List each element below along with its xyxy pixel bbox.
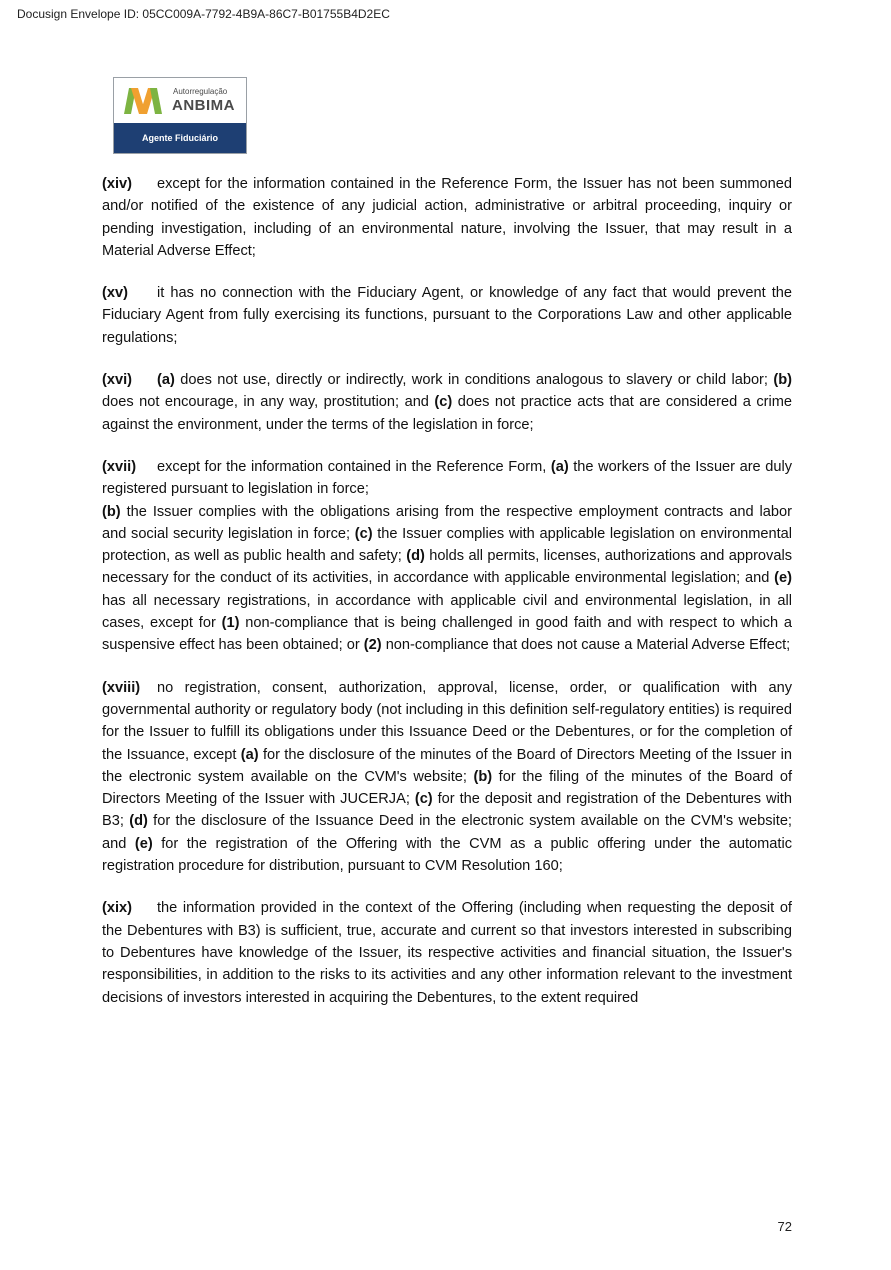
clause-text: for the filing of the minutes of the Board of Directors Meeting of the Issuer with JUCERJA;: [102, 768, 793, 808]
sub-item-a: (a): [157, 372, 175, 389]
sub-item-a: (a): [550, 458, 569, 475]
document-body: [102, 173, 792, 1029]
clause-text: does not use, directly or indirectly, work in conditions analogous to slavery or child labor;: [174, 372, 774, 389]
clause-text: it has no connection with the Fiduciary Agent, or knowledge of any fact that would prevent the Fiduciary Agent from fully exercising its functions, pursuant to the Corporations Law and other applicable regulations;: [102, 285, 792, 346]
clause-xvii-part1: [102, 456, 792, 501]
clause-text: except for the information contained in the Reference Form, the Issuer has not been summoned and/or notified of the existence of any judicial action, administrative or arbitral proceeding, inquiry or pending investigation, including of an environmental nature, involving the Issuer, that may result in a Material Adverse Effect;: [102, 176, 792, 259]
page-number: 72: [777, 1219, 792, 1234]
sub-item-c: (c): [434, 394, 453, 411]
clause-text: the information provided in the context of the Offering (including when requesting the deposit of the Debentures with B3) is sufficient, true, accurate and current so that investors interested in subscribing to Debentures have knowledge of the Issuer, its respective activities and financial situation, the Issuer's responsibilities, in addition to the risks to its activities and any other information relevant to the investment decisions of investors interested in acquiring the Debentures, to the extent required: [102, 900, 792, 1006]
clause-text: for the disclosure of the minutes of the Board of Directors Meeting of the Issuer in the electronic system available on the CVM's website;: [102, 746, 792, 785]
sub-item-e: (e): [134, 835, 153, 852]
clause-number: (xviii): [102, 679, 141, 696]
clause-text: does not encourage, in any way, prostitution; and: [102, 394, 435, 411]
anbima-logo: [113, 77, 247, 154]
clause-xiv: [102, 173, 792, 262]
clause-text: except for the information contained in the Reference Form,: [157, 458, 551, 475]
clause-text: holds all permits, licenses, authorizations and approvals necessary for the conduct of its activities, in accordance with applicable environmental legislation; and: [102, 548, 792, 587]
clause-number: (xix): [102, 900, 133, 917]
clause-text: has all necessary registrations, in accordance with applicable civil and environmental legislation, in all cases, except for: [102, 592, 792, 632]
clause-text: for the disclosure of the Issuance Deed in the electronic system available on the CVM's website; and: [102, 813, 792, 852]
clause-xix: [102, 897, 792, 1008]
clause-text: does not practice acts that are considered a crime against the environment, under the terms of the legislation in force;: [102, 394, 793, 433]
sub-item-b: (b): [473, 768, 493, 785]
sub-item-2: (2): [363, 637, 382, 654]
logo-anbima: ANBIMA: [172, 97, 235, 114]
anbima-logo-top: [114, 78, 246, 124]
clause-xvi: [102, 369, 792, 436]
sub-item-c: (c): [414, 791, 433, 808]
clause-text: the Issuer complies with applicable legislation on environmental protection, as well as public health and safety;: [102, 525, 792, 565]
clause-number: (xiv): [102, 176, 133, 192]
clause-text: no registration, consent, authorization, approval, license, order, or qualification with any governmental authority or regulatory body (not including in this definition self-regulatory entities) is required for the Issuer to fulfill its obligations under this Issuance Deed or the Debentures, or for the completion of the Issuance, except: [102, 679, 792, 763]
clause-number: (xvii): [102, 458, 137, 475]
clause-number: (xv): [102, 285, 128, 302]
sub-item-a: (a): [240, 746, 259, 763]
logo-autorregulacao: Autorregulação: [173, 87, 228, 96]
logo-agente-fiduciario: Agente Fiduciário: [114, 123, 246, 153]
sub-item-b: (b): [773, 372, 792, 389]
envelope-id: Docusign Envelope ID: 05CC009A-7792-4B9A-86C7-B01755B4D2EC: [17, 7, 390, 21]
sub-item-b: (b): [102, 503, 121, 520]
clause-text: the workers of the Issuer are duly registered pursuant to legislation in force;: [102, 458, 793, 498]
sub-item-d: (d): [129, 813, 148, 830]
clause-text: non-compliance that is being challenged in good faith and with respect to which a suspensive effect has been obtained; or: [102, 615, 793, 654]
clause-text: for the deposit and registration of the Debentures with B3;: [102, 791, 792, 830]
clause-number: (xvi): [102, 372, 133, 389]
clause-text: non-compliance that does not cause a Material Adverse Effect;: [381, 637, 791, 654]
clause-xviii: [102, 677, 792, 878]
clause-xvii-part2: [102, 501, 792, 657]
clause-xv: [102, 282, 792, 349]
clause-text: for the registration of the Offering with the CVM as a public offering under the automatic registration procedure for distribution, pursuant to CVM Resolution 160;: [102, 835, 792, 875]
anbima-mark-icon: [124, 88, 162, 114]
sub-item-1: (1): [221, 615, 240, 632]
sub-item-c: (c): [354, 525, 373, 542]
clause-text: the Issuer complies with the obligations arising from the respective employment contracts and labor and social security legislation in force;: [102, 503, 792, 542]
sub-item-e: (e): [774, 570, 792, 587]
sub-item-d: (d): [406, 548, 425, 565]
